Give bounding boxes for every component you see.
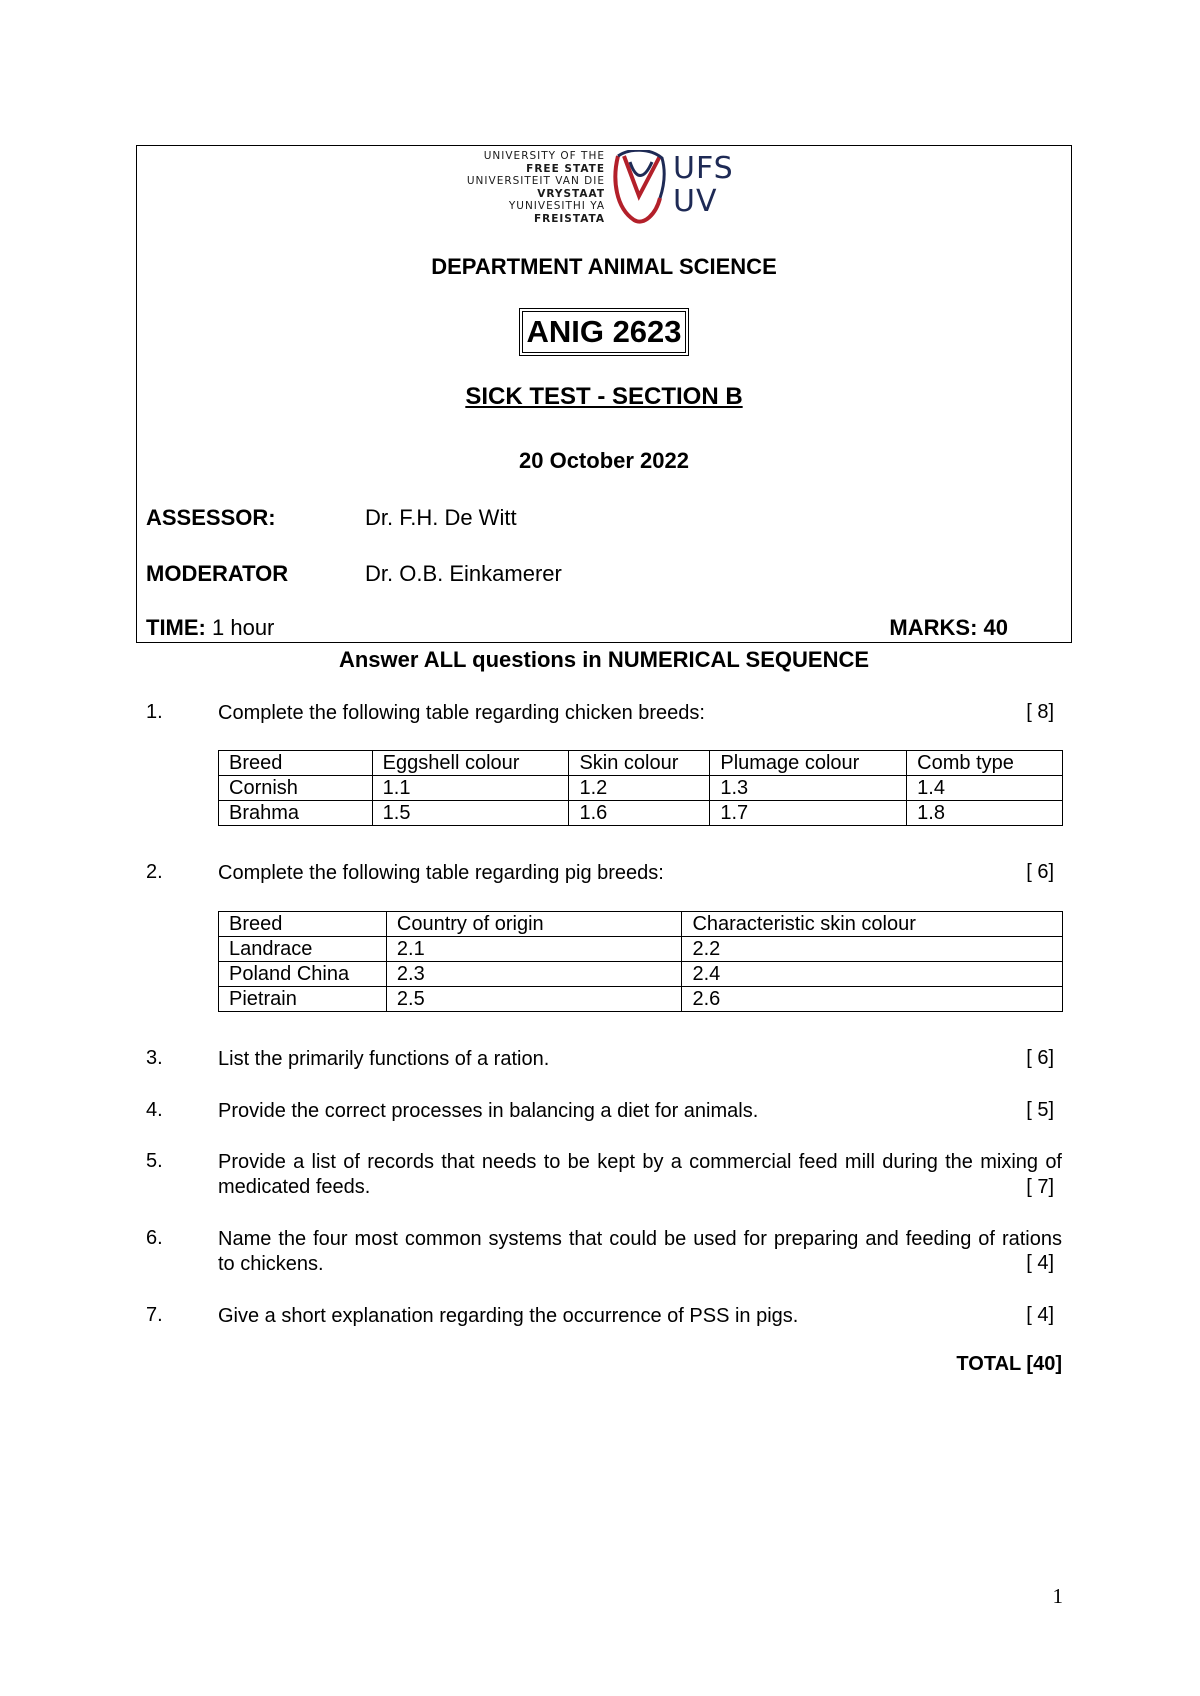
table-header-cell: Characteristic skin colour <box>682 912 1063 937</box>
ufs-text: UFS <box>673 151 734 186</box>
time-row <box>146 615 274 641</box>
table-header-cell: Breed <box>219 912 387 937</box>
table-row <box>219 937 1063 962</box>
question-mark: [ 7] <box>1026 1176 1054 1198</box>
question-mark: [ 4] <box>1026 1252 1054 1274</box>
table-row <box>219 987 1063 1012</box>
table-cell: 1.6 <box>569 801 710 826</box>
total-marks: TOTAL [40] <box>956 1353 1062 1375</box>
question-number: 5. <box>146 1150 163 1172</box>
table-header-cell: Eggshell colour <box>372 751 569 776</box>
question-text: Provide the correct processes in balancing a diet for animals. <box>218 1100 759 1122</box>
course-code-wrapper <box>136 308 1072 356</box>
question-text: List the primarily functions of a ration. <box>218 1048 550 1070</box>
table-cell: Pietrain <box>219 987 387 1012</box>
test-title: SICK TEST - SECTION B <box>465 383 743 410</box>
question-number: 4. <box>146 1099 163 1121</box>
table-row <box>219 776 1063 801</box>
university-wordmark <box>440 150 605 226</box>
moderator-value: Dr. O.B. Einkamerer <box>365 561 562 586</box>
question-number: 2. <box>146 861 163 883</box>
moderator-label: MODERATOR <box>146 561 289 586</box>
table-cell: Cornish <box>219 776 373 801</box>
wordmark-line: VRYSTAAT <box>537 187 605 200</box>
table-header-cell: Country of origin <box>386 912 682 937</box>
table-cell: Landrace <box>219 937 387 962</box>
table-cell: 2.1 <box>386 937 682 962</box>
question-text: Complete the following table regarding chicken breeds: <box>218 702 705 724</box>
question-mark: [ 8] <box>1026 701 1054 723</box>
table-row <box>219 801 1063 826</box>
uv-text: UV <box>673 184 718 219</box>
table-cell: 2.3 <box>386 962 682 987</box>
table-header-row <box>219 912 1063 937</box>
time-label: TIME: <box>146 615 206 640</box>
question-text: Give a short explanation regarding the occurrence of PSS in pigs. <box>218 1305 799 1327</box>
wordmark-line: UNIVERSITY OF THE <box>483 150 605 162</box>
page-number: 1 <box>1052 1584 1063 1608</box>
crest-icon <box>610 150 668 226</box>
question-text: Provide a list of records that needs to be kept by a commercial feed mill during the mixing of medicated feeds. <box>218 1151 1062 1198</box>
question-number: 1. <box>146 701 163 723</box>
university-logo <box>440 146 740 226</box>
assessor-label: ASSESSOR: <box>146 505 276 530</box>
marks-label: MARKS: 40 <box>889 615 1008 640</box>
wordmark-line: YUNIVESITHI YA <box>508 200 605 213</box>
question-mark: [ 6] <box>1026 1047 1054 1069</box>
course-code: ANIG 2623 <box>519 308 688 356</box>
question-mark: [ 5] <box>1026 1099 1054 1121</box>
table-cell: Brahma <box>219 801 373 826</box>
question-number: 3. <box>146 1047 163 1069</box>
table-cell: 1.8 <box>907 801 1063 826</box>
table-header-cell: Breed <box>219 751 373 776</box>
table-cell: 1.3 <box>710 776 907 801</box>
chicken-breeds-table <box>218 750 1063 826</box>
table-cell: 2.4 <box>682 962 1063 987</box>
table-cell: 2.5 <box>386 987 682 1012</box>
assessor-value: Dr. F.H. De Witt <box>365 505 517 530</box>
wordmark-line: FREE STATE <box>526 162 605 175</box>
question-mark: [ 4] <box>1026 1304 1054 1326</box>
wordmark-line: UNIVERSITEIT VAN DIE <box>466 175 605 188</box>
question-text: Name the four most common systems that could be used for preparing and feeding of rations to chickens. <box>218 1228 1062 1275</box>
question-mark: [ 6] <box>1026 861 1054 883</box>
table-header-cell: Skin colour <box>569 751 710 776</box>
ufs-uv-mark <box>673 152 743 218</box>
question-number: 6. <box>146 1227 163 1249</box>
table-row <box>219 962 1063 987</box>
table-cell: 1.2 <box>569 776 710 801</box>
table-cell: 2.2 <box>682 937 1063 962</box>
table-cell: 1.1 <box>372 776 569 801</box>
table-header-row <box>219 751 1063 776</box>
instruction: Answer ALL questions in NUMERICAL SEQUENCE <box>338 647 870 672</box>
table-header-cell: Comb type <box>907 751 1063 776</box>
table-cell: Poland China <box>219 962 387 987</box>
table-cell: 1.5 <box>372 801 569 826</box>
wordmark-line: FREISTATA <box>533 212 605 225</box>
table-cell: 1.7 <box>710 801 907 826</box>
department-title: DEPARTMENT ANIMAL SCIENCE <box>431 254 777 279</box>
question-text: Complete the following table regarding pig breeds: <box>218 862 664 884</box>
pig-breeds-table <box>218 911 1063 1012</box>
table-header-cell: Plumage colour <box>710 751 907 776</box>
test-date: 20 October 2022 <box>519 448 689 473</box>
time-value: 1 hour <box>205 615 275 640</box>
question-number: 7. <box>146 1304 163 1326</box>
table-cell: 2.6 <box>682 987 1063 1012</box>
table-cell: 1.4 <box>907 776 1063 801</box>
